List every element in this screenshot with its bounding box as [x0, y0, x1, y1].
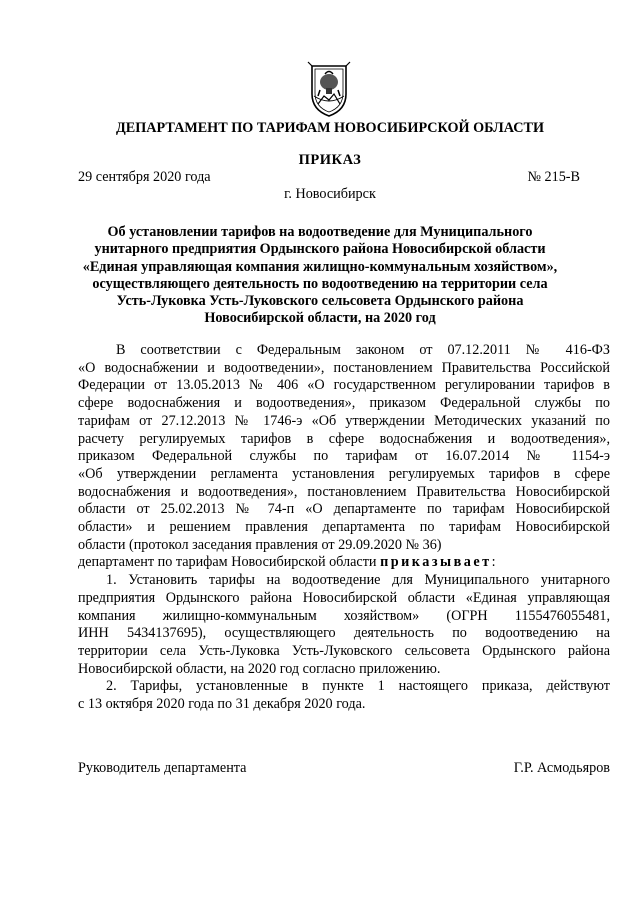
preamble-line: тарифам от 27.12.2013 № 1746-э «Об утверждении Методических указаний по — [78, 412, 610, 429]
heading-line: Усть-Луковка Усть-Луковского сельсовета Ордынского района — [116, 293, 524, 310]
resolution-line — [78, 554, 610, 572]
preamble-line: области» и решением правления департамента по тарифам Новосибирской — [78, 519, 610, 536]
order-heading — [80, 224, 560, 328]
resolution-suffix: : — [491, 554, 496, 571]
order-date: 29 сентября 2020 года — [78, 169, 211, 185]
signer-title: Руководитель департамента — [78, 760, 247, 776]
preamble-line: расчету регулируемых тарифов в сфере водоснабжения и водоотведения», — [78, 430, 610, 447]
heading-line: унитарного предприятия Ордынского района Новосибирской области — [94, 241, 546, 258]
heading-line: Новосибирской области, на 2020 год — [204, 310, 436, 327]
order-title: ПРИКАЗ — [298, 152, 362, 168]
item1-line: компания жилищно-коммунальным хозяйством» (ОГРН 1155476055481, — [78, 607, 610, 624]
resolution-verb: приказывает — [380, 554, 492, 571]
item1-line: предприятия Ордынского района Новосибирской области «Единая управляющая — [78, 589, 610, 606]
department-name: ДЕПАРТАМЕНТ ПО ТАРИФАМ НОВОСИБИРСКОЙ ОБЛАСТИ — [115, 120, 545, 136]
item2-line: с 13 октября 2020 года по 31 декабря 2020 года. — [78, 696, 366, 713]
order-body — [78, 342, 610, 714]
preamble-line: приказом Федеральной службы по тарифам от 16.07.2014 № 1154-э — [78, 448, 610, 465]
order-number: № 215-В — [527, 169, 580, 185]
preamble-line: Федерации от 13.05.2013 № 406 «О государственном регулировании тарифов в — [78, 377, 610, 394]
item1-line: ИНН 5434137695), осуществляющего деятельность по водоотведению на — [78, 625, 610, 642]
preamble-line: «Об утверждении регламента установления регулируемых тарифов в сфере — [78, 465, 610, 482]
resolution-prefix: департамент по тарифам Новосибирской области — [78, 554, 381, 571]
preamble-line: области от 25.02.2013 № 74-п «О департаменте по тарифам Новосибирской — [78, 501, 610, 518]
item1-line: Новосибирской области, на 2020 год согласно приложению. — [78, 660, 441, 677]
heading-line: осуществляющего деятельность по водоотведению на территории села — [92, 275, 548, 292]
order-city: г. Новосибирск — [284, 186, 376, 202]
preamble-line: «О водоснабжении и водоотведении», постановлением Правительства Российской — [78, 359, 610, 376]
coat-of-arms-icon — [306, 60, 352, 118]
preamble-line: области (протокол заседания правления от 29.09.2020 № 36) — [78, 536, 442, 553]
preamble-line: В соответствии с Федеральным законом от 07.12.2011 № 416-ФЗ — [116, 342, 610, 358]
preamble-line: водоснабжения и водоотведения», постановлением Правительства Новосибирской — [78, 483, 610, 500]
heading-line: Об установлении тарифов на водоотведение для Муниципального — [107, 224, 533, 240]
item2-line: 2. Тарифы, установленные в пункте 1 настоящего приказа, действуют — [106, 678, 610, 695]
item1-line: 1. Установить тарифы на водоотведение для Муниципального унитарного — [106, 572, 610, 589]
item1-line: территории села Усть-Луковка Усть-Луковского сельсовета Ордынского района — [78, 642, 610, 659]
signer-name: Г.Р. Асмодьяров — [513, 760, 610, 776]
heading-line: «Единая управляющая компания жилищно-коммунальным хозяйством», — [82, 258, 558, 275]
preamble-line: сфере водоснабжения и водоотведения», приказом Федеральной службы по — [78, 395, 610, 412]
